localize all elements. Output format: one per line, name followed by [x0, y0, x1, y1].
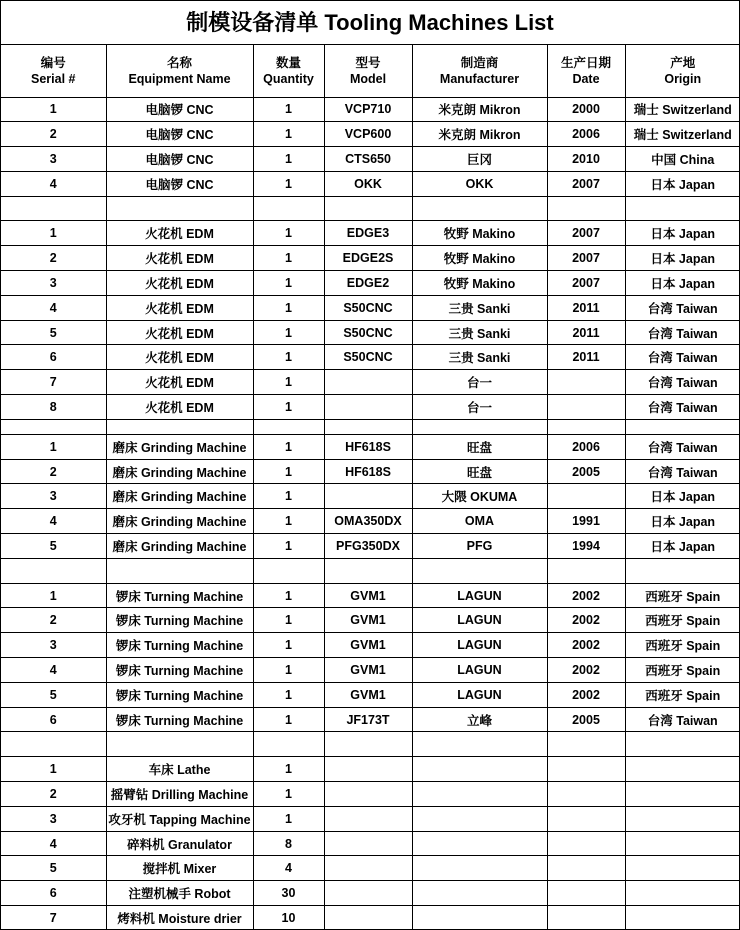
origin-cell: 台湾 Taiwan [625, 395, 740, 420]
manufacturer-cell: 台一 [412, 395, 547, 420]
table-row [1, 246, 740, 271]
model-cell: JF173T [324, 707, 412, 732]
table-row [1, 345, 740, 370]
date-cell: 2011 [547, 345, 625, 370]
empty-cell [625, 732, 740, 757]
manufacturer-cell: 牧野 Makino [412, 246, 547, 271]
table-row [1, 881, 740, 906]
equipment-name-cell: 注塑机械手 Robot [106, 881, 253, 906]
blank-row [1, 732, 740, 757]
table-row [1, 459, 740, 484]
equipment-name-cell: 锣床 Turning Machine [106, 707, 253, 732]
quantity-cell: 1 [253, 509, 324, 534]
manufacturer-cell: PFG [412, 534, 547, 559]
manufacturer-cell: LAGUN [412, 682, 547, 707]
model-cell: GVM1 [324, 682, 412, 707]
table-row [1, 171, 740, 196]
quantity-cell: 1 [253, 534, 324, 559]
date-cell: 2007 [547, 271, 625, 296]
equipment-name-cell: 电脑锣 CNC [106, 147, 253, 172]
serial-cell: 2 [1, 459, 106, 484]
page-title: 制模设备清单 Tooling Machines List [1, 1, 739, 45]
equipment-name-cell: 磨床 Grinding Machine [106, 534, 253, 559]
empty-cell [106, 419, 253, 434]
serial-cell: 4 [1, 658, 106, 683]
equipment-name-cell: 火花机 EDM [106, 271, 253, 296]
origin-cell [625, 881, 740, 906]
quantity-cell: 1 [253, 633, 324, 658]
date-cell: 2011 [547, 320, 625, 345]
model-cell [324, 395, 412, 420]
origin-cell: 瑞士 Switzerland [625, 122, 740, 147]
origin-cell [625, 856, 740, 881]
model-cell [324, 782, 412, 807]
equipment-name-cell: 锣床 Turning Machine [106, 658, 253, 683]
serial-cell: 1 [1, 434, 106, 459]
origin-cell [625, 831, 740, 856]
origin-cell: 台湾 Taiwan [625, 459, 740, 484]
manufacturer-cell: 米克朗 Mikron [412, 122, 547, 147]
quantity-cell: 10 [253, 906, 324, 930]
model-cell: EDGE2S [324, 246, 412, 271]
model-cell: CTS650 [324, 147, 412, 172]
serial-cell: 3 [1, 147, 106, 172]
empty-cell [547, 419, 625, 434]
origin-cell: 日本 Japan [625, 221, 740, 246]
serial-cell: 4 [1, 509, 106, 534]
origin-cell: 台湾 Taiwan [625, 345, 740, 370]
model-cell: OMA350DX [324, 509, 412, 534]
date-cell: 2010 [547, 147, 625, 172]
quantity-cell: 1 [253, 122, 324, 147]
origin-cell [625, 757, 740, 782]
model-cell [324, 856, 412, 881]
serial-cell: 5 [1, 682, 106, 707]
date-cell: 2007 [547, 171, 625, 196]
manufacturer-cell: LAGUN [412, 608, 547, 633]
quantity-cell: 1 [253, 658, 324, 683]
quantity-cell: 1 [253, 295, 324, 320]
table-row [1, 295, 740, 320]
equipment-name-cell: 锣床 Turning Machine [106, 633, 253, 658]
header-serial: 编号 Serial # [1, 45, 106, 97]
empty-cell [412, 196, 547, 221]
model-cell [324, 757, 412, 782]
quantity-cell: 8 [253, 831, 324, 856]
date-cell [547, 782, 625, 807]
table-row [1, 122, 740, 147]
manufacturer-cell: 旺盘 [412, 459, 547, 484]
origin-cell: 台湾 Taiwan [625, 295, 740, 320]
serial-cell: 4 [1, 171, 106, 196]
model-cell [324, 906, 412, 930]
model-cell: VCP710 [324, 97, 412, 122]
quantity-cell: 1 [253, 583, 324, 608]
table-row [1, 757, 740, 782]
equipment-name-cell: 车床 Lathe [106, 757, 253, 782]
quantity-cell: 1 [253, 147, 324, 172]
serial-cell: 5 [1, 856, 106, 881]
date-cell: 2005 [547, 459, 625, 484]
origin-cell: 中国 China [625, 147, 740, 172]
empty-cell [253, 196, 324, 221]
equipment-name-cell: 攻牙机 Tapping Machine [106, 806, 253, 831]
quantity-cell: 1 [253, 459, 324, 484]
manufacturer-cell: LAGUN [412, 633, 547, 658]
empty-cell [1, 196, 106, 221]
empty-cell [1, 558, 106, 583]
serial-cell: 1 [1, 757, 106, 782]
table-row [1, 320, 740, 345]
date-cell: 2005 [547, 707, 625, 732]
table-row [1, 806, 740, 831]
quantity-cell: 1 [253, 345, 324, 370]
empty-cell [253, 732, 324, 757]
serial-cell: 7 [1, 370, 106, 395]
equipment-name-cell: 火花机 EDM [106, 345, 253, 370]
date-cell: 1994 [547, 534, 625, 559]
table-row [1, 395, 740, 420]
origin-cell: 台湾 Taiwan [625, 320, 740, 345]
table-row [1, 707, 740, 732]
table-row [1, 509, 740, 534]
serial-cell: 5 [1, 534, 106, 559]
quantity-cell: 1 [253, 682, 324, 707]
empty-cell [625, 419, 740, 434]
model-cell: EDGE2 [324, 271, 412, 296]
manufacturer-cell [412, 782, 547, 807]
quantity-cell: 1 [253, 246, 324, 271]
date-cell [547, 806, 625, 831]
table-row [1, 97, 740, 122]
header-manufacturer: 制造商 Manufacturer [412, 45, 547, 97]
serial-cell: 4 [1, 295, 106, 320]
quantity-cell: 1 [253, 221, 324, 246]
table-row [1, 221, 740, 246]
equipment-name-cell: 火花机 EDM [106, 370, 253, 395]
table-row [1, 583, 740, 608]
quantity-cell: 1 [253, 608, 324, 633]
date-cell [547, 370, 625, 395]
date-cell [547, 395, 625, 420]
quantity-cell: 1 [253, 370, 324, 395]
table-row [1, 271, 740, 296]
serial-cell: 4 [1, 831, 106, 856]
table-row [1, 856, 740, 881]
date-cell [547, 881, 625, 906]
date-cell [547, 484, 625, 509]
equipment-name-cell: 锣床 Turning Machine [106, 583, 253, 608]
model-cell: PFG350DX [324, 534, 412, 559]
header-quantity: 数量 Quantity [253, 45, 324, 97]
manufacturer-cell: OKK [412, 171, 547, 196]
model-cell: GVM1 [324, 583, 412, 608]
manufacturer-cell: 三贵 Sanki [412, 345, 547, 370]
model-cell: EDGE3 [324, 221, 412, 246]
empty-cell [625, 196, 740, 221]
serial-cell: 2 [1, 122, 106, 147]
origin-cell: 西班牙 Spain [625, 658, 740, 683]
model-cell [324, 806, 412, 831]
header-equipment-name: 名称 Equipment Name [106, 45, 253, 97]
origin-cell: 西班牙 Spain [625, 633, 740, 658]
blank-row [1, 558, 740, 583]
manufacturer-cell: 牧野 Makino [412, 271, 547, 296]
equipment-name-cell: 碎料机 Granulator [106, 831, 253, 856]
quantity-cell: 1 [253, 395, 324, 420]
manufacturer-cell: 台一 [412, 370, 547, 395]
origin-cell: 台湾 Taiwan [625, 707, 740, 732]
manufacturer-cell [412, 757, 547, 782]
table-body [1, 45, 740, 930]
origin-cell: 日本 Japan [625, 246, 740, 271]
manufacturer-cell: LAGUN [412, 583, 547, 608]
date-cell: 2002 [547, 658, 625, 683]
table-row [1, 370, 740, 395]
manufacturer-cell [412, 856, 547, 881]
equipment-name-cell: 磨床 Grinding Machine [106, 484, 253, 509]
equipment-name-cell: 烤料机 Moisture drier [106, 906, 253, 930]
quantity-cell: 1 [253, 171, 324, 196]
header-model: 型号 Model [324, 45, 412, 97]
equipment-name-cell: 火花机 EDM [106, 320, 253, 345]
serial-cell: 2 [1, 246, 106, 271]
empty-cell [253, 419, 324, 434]
equipment-name-cell: 锣床 Turning Machine [106, 608, 253, 633]
model-cell: GVM1 [324, 633, 412, 658]
table-row [1, 831, 740, 856]
model-cell: OKK [324, 171, 412, 196]
blank-row [1, 196, 740, 221]
date-cell: 2006 [547, 434, 625, 459]
manufacturer-cell: 三贵 Sanki [412, 320, 547, 345]
date-cell: 2006 [547, 122, 625, 147]
table-row [1, 633, 740, 658]
manufacturer-cell: 牧野 Makino [412, 221, 547, 246]
empty-cell [412, 732, 547, 757]
table-row [1, 782, 740, 807]
equipment-name-cell: 磨床 Grinding Machine [106, 459, 253, 484]
empty-cell [1, 419, 106, 434]
serial-cell: 1 [1, 97, 106, 122]
table-row [1, 484, 740, 509]
manufacturer-cell: 大隈 OKUMA [412, 484, 547, 509]
quantity-cell: 1 [253, 434, 324, 459]
table-row [1, 658, 740, 683]
equipment-name-cell: 火花机 EDM [106, 295, 253, 320]
empty-cell [412, 419, 547, 434]
origin-cell [625, 806, 740, 831]
manufacturer-cell: 巨冈 [412, 147, 547, 172]
model-cell: GVM1 [324, 608, 412, 633]
model-cell: GVM1 [324, 658, 412, 683]
model-cell [324, 831, 412, 856]
manufacturer-cell [412, 806, 547, 831]
manufacturer-cell: 三贵 Sanki [412, 295, 547, 320]
serial-cell: 6 [1, 345, 106, 370]
model-cell [324, 881, 412, 906]
origin-cell: 台湾 Taiwan [625, 370, 740, 395]
empty-cell [547, 558, 625, 583]
empty-cell [324, 419, 412, 434]
manufacturer-cell [412, 831, 547, 856]
serial-cell: 3 [1, 633, 106, 658]
empty-cell [547, 196, 625, 221]
empty-cell [324, 732, 412, 757]
origin-cell: 日本 Japan [625, 271, 740, 296]
date-cell: 2002 [547, 608, 625, 633]
equipment-name-cell: 磨床 Grinding Machine [106, 434, 253, 459]
date-cell: 2007 [547, 246, 625, 271]
serial-cell: 1 [1, 583, 106, 608]
empty-cell [412, 558, 547, 583]
equipment-name-cell: 摇臂钻 Drilling Machine [106, 782, 253, 807]
date-cell: 2002 [547, 633, 625, 658]
serial-cell: 2 [1, 608, 106, 633]
origin-cell [625, 782, 740, 807]
origin-cell: 日本 Japan [625, 534, 740, 559]
quantity-cell: 1 [253, 320, 324, 345]
manufacturer-cell [412, 906, 547, 930]
header-date: 生产日期 Date [547, 45, 625, 97]
serial-cell: 6 [1, 881, 106, 906]
date-cell [547, 831, 625, 856]
model-cell [324, 370, 412, 395]
empty-cell [324, 558, 412, 583]
empty-cell [547, 732, 625, 757]
equipment-name-cell: 磨床 Grinding Machine [106, 509, 253, 534]
manufacturer-cell: LAGUN [412, 658, 547, 683]
empty-cell [1, 732, 106, 757]
model-cell [324, 484, 412, 509]
serial-cell: 3 [1, 484, 106, 509]
manufacturer-cell [412, 881, 547, 906]
equipment-name-cell: 电脑锣 CNC [106, 122, 253, 147]
origin-cell: 瑞士 Switzerland [625, 97, 740, 122]
date-cell: 2002 [547, 583, 625, 608]
model-cell: S50CNC [324, 320, 412, 345]
table-row [1, 534, 740, 559]
date-cell: 2000 [547, 97, 625, 122]
manufacturer-cell: OMA [412, 509, 547, 534]
table-row [1, 434, 740, 459]
table-row [1, 147, 740, 172]
serial-cell: 2 [1, 782, 106, 807]
origin-cell: 日本 Japan [625, 484, 740, 509]
table-row [1, 906, 740, 930]
header-row [1, 45, 740, 97]
manufacturer-cell: 立峰 [412, 707, 547, 732]
date-cell: 1991 [547, 509, 625, 534]
manufacturer-cell: 米克朗 Mikron [412, 97, 547, 122]
quantity-cell: 30 [253, 881, 324, 906]
quantity-cell: 1 [253, 782, 324, 807]
origin-cell: 日本 Japan [625, 171, 740, 196]
equipment-name-cell: 电脑锣 CNC [106, 171, 253, 196]
origin-cell: 台湾 Taiwan [625, 434, 740, 459]
model-cell: HF618S [324, 459, 412, 484]
quantity-cell: 1 [253, 484, 324, 509]
model-cell: HF618S [324, 434, 412, 459]
equipment-name-cell: 火花机 EDM [106, 246, 253, 271]
origin-cell: 西班牙 Spain [625, 583, 740, 608]
manufacturer-cell: 旺盘 [412, 434, 547, 459]
blank-row [1, 419, 740, 434]
header-origin: 产地 Origin [625, 45, 740, 97]
quantity-cell: 1 [253, 707, 324, 732]
date-cell [547, 856, 625, 881]
origin-cell [625, 906, 740, 930]
model-cell: S50CNC [324, 295, 412, 320]
equipment-name-cell: 电脑锣 CNC [106, 97, 253, 122]
date-cell [547, 757, 625, 782]
table-row [1, 682, 740, 707]
equipment-name-cell: 锣床 Turning Machine [106, 682, 253, 707]
empty-cell [106, 558, 253, 583]
serial-cell: 7 [1, 906, 106, 930]
serial-cell: 8 [1, 395, 106, 420]
origin-cell: 日本 Japan [625, 509, 740, 534]
empty-cell [253, 558, 324, 583]
date-cell: 2007 [547, 221, 625, 246]
equipment-name-cell: 火花机 EDM [106, 395, 253, 420]
serial-cell: 3 [1, 806, 106, 831]
model-cell: VCP600 [324, 122, 412, 147]
table-row [1, 608, 740, 633]
serial-cell: 6 [1, 707, 106, 732]
date-cell: 2002 [547, 682, 625, 707]
date-cell [547, 906, 625, 930]
origin-cell: 西班牙 Spain [625, 608, 740, 633]
serial-cell: 1 [1, 221, 106, 246]
model-cell: S50CNC [324, 345, 412, 370]
empty-cell [324, 196, 412, 221]
quantity-cell: 1 [253, 806, 324, 831]
serial-cell: 5 [1, 320, 106, 345]
quantity-cell: 1 [253, 757, 324, 782]
date-cell: 2011 [547, 295, 625, 320]
machines-table [1, 45, 740, 930]
quantity-cell: 1 [253, 97, 324, 122]
equipment-name-cell: 火花机 EDM [106, 221, 253, 246]
quantity-cell: 1 [253, 271, 324, 296]
empty-cell [625, 558, 740, 583]
empty-cell [106, 732, 253, 757]
serial-cell: 3 [1, 271, 106, 296]
equipment-name-cell: 搅拌机 Mixer [106, 856, 253, 881]
quantity-cell: 4 [253, 856, 324, 881]
origin-cell: 西班牙 Spain [625, 682, 740, 707]
empty-cell [106, 196, 253, 221]
